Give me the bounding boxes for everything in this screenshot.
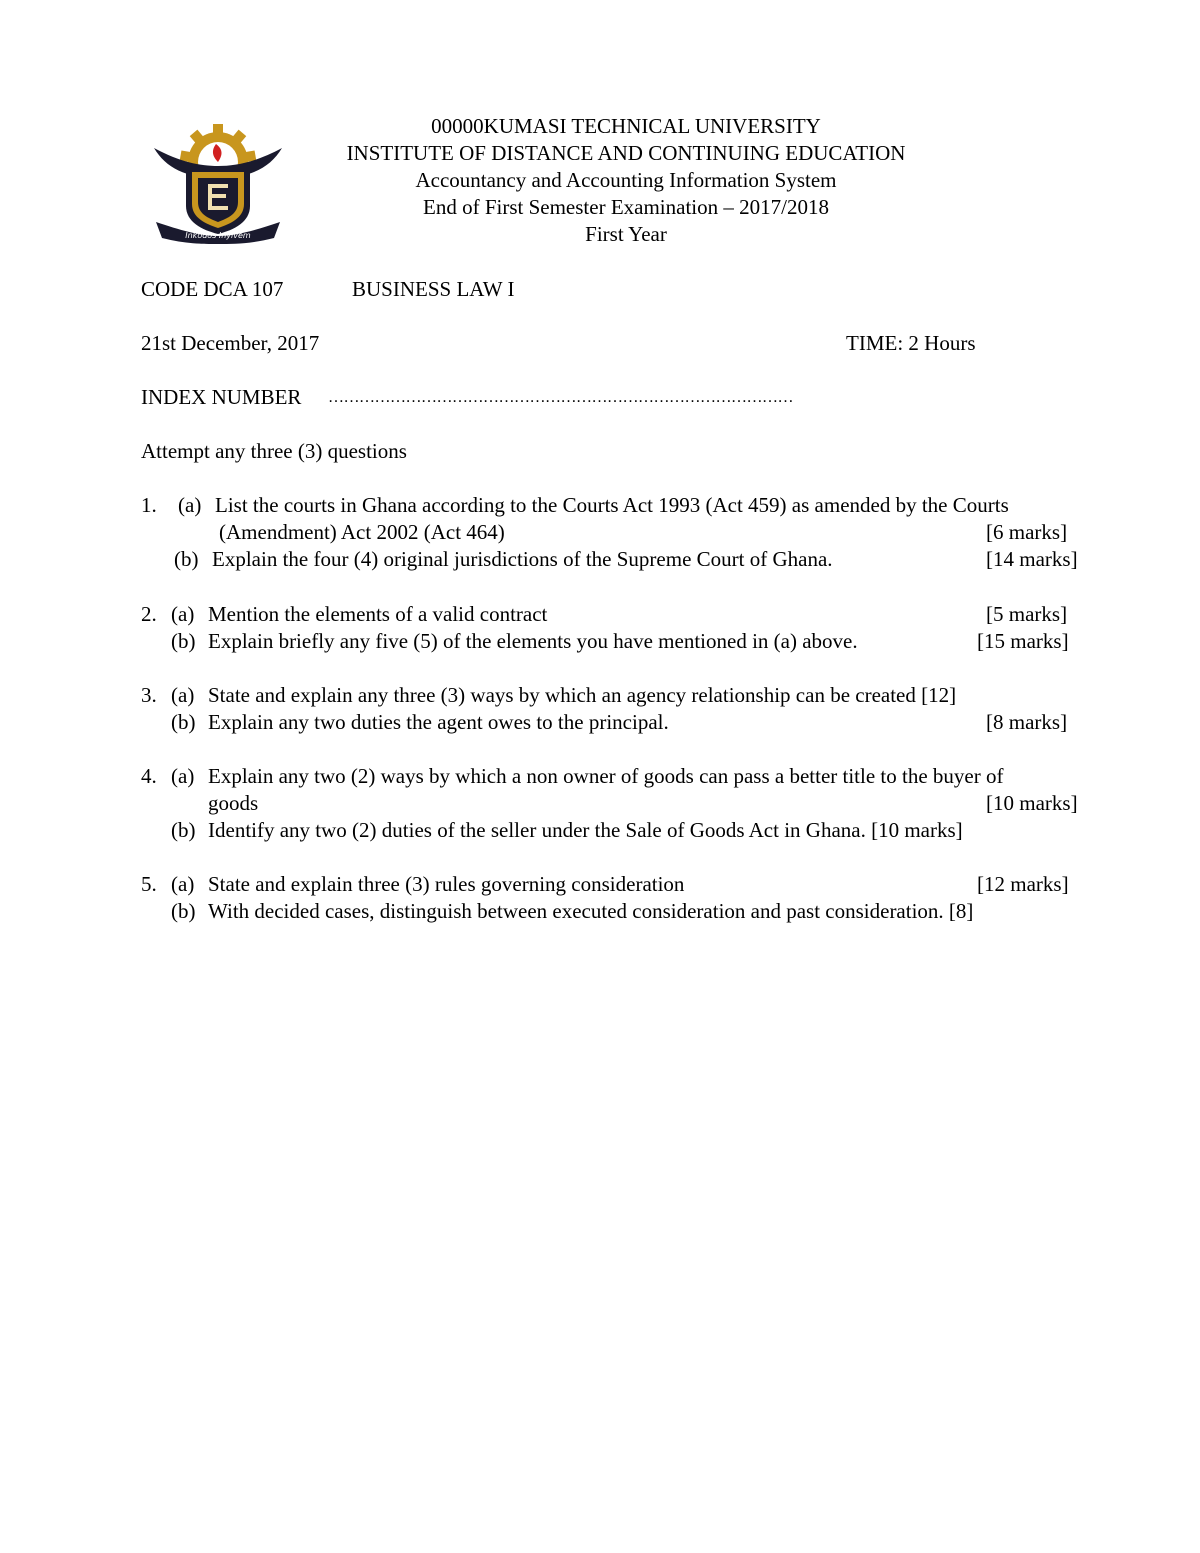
question-marks: [15 marks] bbox=[977, 629, 1069, 653]
question-marks: [14 marks] bbox=[986, 547, 1078, 571]
question-marks: [8 marks] bbox=[986, 710, 1068, 734]
university-name: 00000KUMASI TECHNICAL UNIVERSITY bbox=[431, 114, 821, 138]
question-text: Identify any two (2) duties of the seller under the Sale of Goods Act in Ghana. [10 marks] bbox=[208, 818, 963, 842]
programme-name: Accountancy and Accounting Information System bbox=[415, 168, 837, 192]
question-marks: [12 marks] bbox=[977, 872, 1069, 896]
part-label: (a) bbox=[171, 872, 195, 896]
part-label: (a) bbox=[171, 683, 195, 707]
institute-name: INSTITUTE OF DISTANCE AND CONTINUING EDUCATION bbox=[346, 141, 906, 165]
question-marks: [6 marks] bbox=[986, 520, 1068, 544]
logo-motto: Inkodos Inyivem bbox=[185, 231, 251, 240]
question-marks: [10 marks] bbox=[986, 791, 1078, 815]
course-title: BUSINESS LAW I bbox=[352, 277, 515, 301]
question-text-continued: goods bbox=[208, 791, 259, 815]
question-text: Mention the elements of a valid contract bbox=[208, 602, 548, 626]
part-label: (a) bbox=[178, 493, 202, 517]
exam-time: TIME: 2 Hours bbox=[846, 331, 976, 355]
question-text: Explain briefly any five (5) of the elements you have mentioned in (a) above. bbox=[208, 629, 858, 653]
question-number: 2. bbox=[141, 602, 157, 626]
question-number: 1. bbox=[141, 493, 157, 517]
index-number-field[interactable]: ……………………………………………………………………………… bbox=[328, 389, 793, 406]
instruction: Attempt any three (3) questions bbox=[141, 439, 407, 463]
question-text: State and explain any three (3) ways by which an agency relationship can be created [12] bbox=[208, 683, 957, 707]
question-number: 4. bbox=[141, 764, 157, 788]
question-text: State and explain three (3) rules governing consideration bbox=[208, 872, 685, 896]
question-text-continued: (Amendment) Act 2002 (Act 464) bbox=[219, 520, 505, 544]
exam-title: End of First Semester Examination – 2017/2018 bbox=[423, 195, 829, 219]
question-text: Explain any two duties the agent owes to the principal. bbox=[208, 710, 669, 734]
exam-date: 21st December, 2017 bbox=[141, 331, 320, 355]
question-number: 3. bbox=[141, 683, 157, 707]
course-code: CODE DCA 107 bbox=[141, 277, 284, 301]
question-number: 5. bbox=[141, 872, 157, 896]
question-text: Explain the four (4) original jurisdictions of the Supreme Court of Ghana. bbox=[212, 547, 833, 571]
index-number-label: INDEX NUMBER bbox=[141, 385, 302, 409]
part-label: (b) bbox=[171, 818, 196, 842]
part-label: (a) bbox=[171, 764, 195, 788]
part-label: (b) bbox=[171, 899, 196, 923]
year-label: First Year bbox=[585, 222, 667, 246]
part-label: (b) bbox=[174, 547, 199, 571]
question-text: With decided cases, distinguish between executed consideration and past consideration. [8] bbox=[208, 899, 974, 923]
question-text: Explain any two (2) ways by which a non owner of goods can pass a better title to the buyer of bbox=[208, 764, 1004, 788]
question-marks: [5 marks] bbox=[986, 602, 1068, 626]
part-label: (b) bbox=[171, 629, 196, 653]
part-label: (a) bbox=[171, 602, 195, 626]
part-label: (b) bbox=[171, 710, 196, 734]
question-text: List the courts in Ghana according to the Courts Act 1993 (Act 459) as amended by the Courts bbox=[215, 493, 1009, 517]
